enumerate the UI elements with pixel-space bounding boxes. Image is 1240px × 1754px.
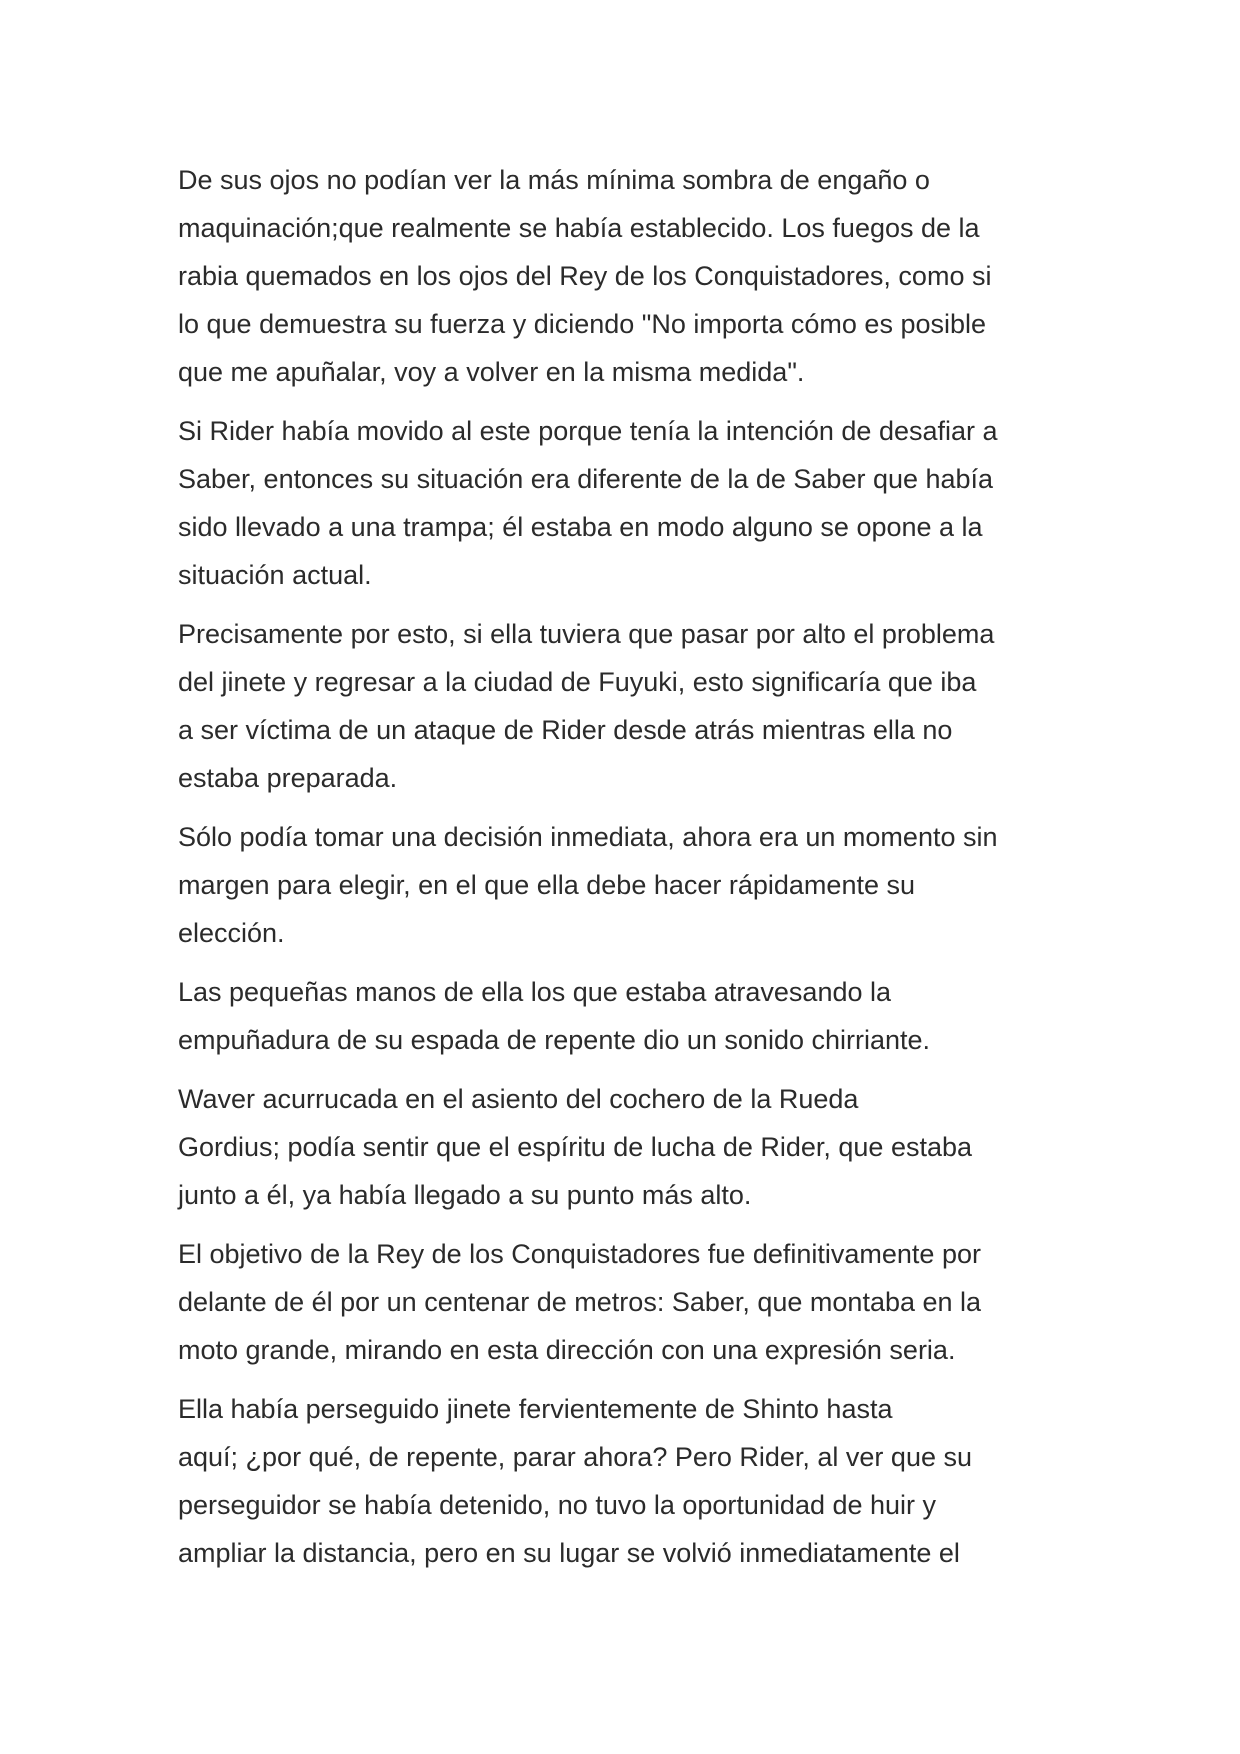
text-line: rabia quemados en los ojos del Rey de los Conquistadores, como si	[178, 261, 992, 291]
text-line: situación actual.	[178, 560, 372, 590]
paragraph-7	[178, 1230, 1083, 1374]
text-line: margen para elegir, en el que ella debe hacer rápidamente su	[178, 870, 915, 900]
text-line: Waver acurrucada en el asiento del cochero de la Rueda	[178, 1084, 859, 1114]
paragraph-3	[178, 610, 1083, 802]
text-line: Saber, entonces su situación era diferente de la de Saber que había	[178, 464, 994, 494]
text-line: que me apuñalar, voy a volver en la misma medida".	[178, 357, 805, 387]
text-line: El objetivo de la Rey de los Conquistadores fue definitivamente por	[178, 1239, 981, 1269]
text-line: estaba preparada.	[178, 763, 398, 793]
paragraph-4	[178, 813, 1083, 957]
text-line: a ser víctima de un ataque de Rider desde atrás mientras ella no	[178, 715, 953, 745]
text-line: ampliar la distancia, pero en su lugar se volvió inmediatamente el	[178, 1538, 960, 1568]
text-line: elección.	[178, 918, 285, 948]
text-line: lo que demuestra su fuerza y diciendo "No importa cómo es posible	[178, 309, 987, 339]
paragraph-8	[178, 1385, 1083, 1577]
text-line: Precisamente por esto, si ella tuviera que pasar por alto el problema	[178, 619, 995, 649]
paragraph-1	[178, 156, 1083, 396]
text-line: empuñadura de su espada de repente dio un sonido chirriante.	[178, 1025, 931, 1055]
text-line: sido llevado a una trampa; él estaba en modo alguno se opone a la	[178, 512, 983, 542]
text-line: del jinete y regresar a la ciudad de Fuyuki, esto significaría que iba	[178, 667, 977, 697]
paragraph-2	[178, 407, 1083, 599]
paragraph-6	[178, 1075, 1083, 1219]
text-line: perseguidor se había detenido, no tuvo la oportunidad de huir y	[178, 1490, 937, 1520]
text-line: delante de él por un centenar de metros: Saber, que montaba en la	[178, 1287, 982, 1317]
text-line: Ella había perseguido jinete fervientemente de Shinto hasta	[178, 1394, 893, 1424]
text-line: moto grande, mirando en esta dirección con una expresión seria.	[178, 1335, 956, 1365]
text-line: Si Rider había movido al este porque tenía la intención de desafiar a	[178, 416, 998, 446]
text-line: junto a él, ya había llegado a su punto más alto.	[178, 1180, 752, 1210]
text-line: Las pequeñas manos de ella los que estaba atravesando la	[178, 977, 892, 1007]
text-line: De sus ojos no podían ver la más mínima sombra de engaño o	[178, 165, 930, 195]
text-line: maquinación;que realmente se había establecido. Los fuegos de la	[178, 213, 980, 243]
text-line: aquí; ¿por qué, de repente, parar ahora? Pero Rider, al ver que su	[178, 1442, 972, 1472]
text-line: Gordius; podía sentir que el espíritu de lucha de Rider, que estaba	[178, 1132, 973, 1162]
body-text	[178, 156, 1083, 1588]
paragraph-5	[178, 968, 1083, 1064]
text-line: Sólo podía tomar una decisión inmediata, ahora era un momento sin	[178, 822, 998, 852]
